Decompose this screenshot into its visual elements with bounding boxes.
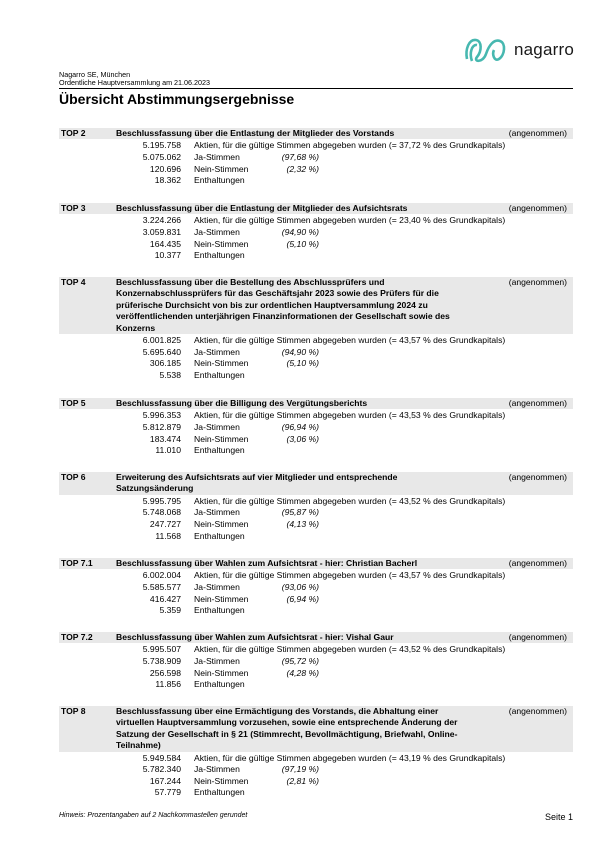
agenda-item-title: Beschlussfassung über Wahlen zum Aufsichtsrat - hier: Vishal Gaur bbox=[116, 632, 394, 642]
agenda-item-top-3 bbox=[59, 203, 573, 262]
no-votes-row: 256.598 Nein-Stimmen (4,28 %) bbox=[149, 667, 319, 678]
agenda-item-title: Beschlussfassung über die Billigung des Vergütungsberichts bbox=[116, 398, 368, 408]
abstentions-row: 10.377 Enthaltungen bbox=[154, 250, 245, 261]
header-rule bbox=[59, 88, 573, 89]
abstentions-row: 18.362 Enthaltungen bbox=[154, 175, 245, 186]
agenda-item-number: TOP 6 bbox=[61, 472, 86, 482]
agenda-item-header bbox=[59, 203, 573, 214]
agenda-item-header bbox=[59, 128, 573, 139]
valid-shares-row: 5.949.584 Aktien, für die gültige Stimmen abgegeben wurden (= 43,19 % des Grundkapitals) bbox=[142, 752, 506, 763]
agenda-item-title: Beschlussfassung über eine Ermächtigung des Vorstands, die Abhaltung einer virtuellen Hauptversammlung vorzusehen, sowie eine entsprechende Änderung der Satzung der Gesellschaft in § 21 (Stimmrecht, Bevollmächtigung, Briefwahl, Online-Teilnahme) bbox=[116, 706, 458, 751]
agenda-item-number: TOP 4 bbox=[61, 277, 86, 287]
nagarro-logo bbox=[463, 34, 574, 66]
agenda-item-title: Beschlussfassung über die Bestellung des Abschlussprüfers und Konzernabschlussprüfers für das Geschäftsjahr 2023 sowie des Prüfers für die prüferische Durchsicht von bis zur ordentlichen Hauptversammlung 2024 zu veröffentlichenden unterjährigen Finanzinformationen der Gesellschaft sowie des Konzerns bbox=[116, 277, 450, 333]
agenda-item-header bbox=[59, 472, 573, 495]
agenda-item-status: (angenommen) bbox=[508, 277, 567, 287]
yes-votes-row: 5.585.577 Ja-Stimmen (93,06 %) bbox=[142, 582, 319, 592]
yes-votes-row: 5.695.640 Ja-Stimmen (94,90 %) bbox=[142, 346, 319, 357]
agenda-item-header bbox=[59, 398, 573, 409]
page-title: Übersicht Abstimmungsergebnisse bbox=[59, 91, 295, 107]
company-line: Nagarro SE, München bbox=[59, 70, 131, 79]
brand-name: nagarro bbox=[514, 40, 574, 59]
valid-shares-row: 6.001.825 Aktien, für die gültige Stimmen abgegeben wurden (= 43,57 % des Grundkapitals) bbox=[142, 335, 506, 346]
agenda-item-top-5 bbox=[59, 398, 573, 457]
yes-votes-row: 5.738.909 Ja-Stimmen (95,72 %) bbox=[142, 656, 319, 666]
no-votes-row: 247.727 Nein-Stimmen (4,13 %) bbox=[149, 519, 319, 529]
no-votes-row: 306.185 Nein-Stimmen (5,10 %) bbox=[149, 358, 319, 369]
abstentions-row: 5.359 Enthaltungen bbox=[159, 605, 245, 616]
agenda-item-top-7-1 bbox=[59, 558, 573, 617]
yes-votes-row: 5.748.068 Ja-Stimmen (95,87 %) bbox=[142, 507, 319, 518]
agenda-item-top-2 bbox=[59, 128, 573, 187]
agenda-item-number: TOP 2 bbox=[61, 128, 86, 138]
agenda-item-status: (angenommen) bbox=[508, 128, 567, 138]
no-votes-row: 416.427 Nein-Stimmen (6,94 %) bbox=[149, 593, 319, 604]
valid-shares-row: 5.996.353 Aktien, für die gültige Stimmen abgegeben wurden (= 43,53 % des Grundkapitals) bbox=[142, 410, 506, 421]
agenda-item-status: (angenommen) bbox=[508, 558, 567, 568]
agenda-item-number: TOP 3 bbox=[61, 203, 86, 213]
valid-shares-row: 6.002.004 Aktien, für die gültige Stimmen abgegeben wurden (= 43,57 % des Grundkapitals) bbox=[142, 570, 506, 581]
meeting-line: Ordentliche Hauptversammlung am 21.06.2023 bbox=[59, 78, 211, 87]
nagarro-logo-icon bbox=[463, 35, 507, 65]
agenda-item-top-7-2 bbox=[59, 632, 573, 691]
rounding-footnote: Hinweis: Prozentangaben auf 2 Nachkommastellen gerundet bbox=[59, 812, 248, 819]
page-number: Seite 1 bbox=[544, 812, 573, 822]
agenda-item-status: (angenommen) bbox=[508, 472, 567, 482]
yes-votes-row: 5.075.062 Ja-Stimmen (97,68 %) bbox=[142, 152, 319, 162]
agenda-item-top-4 bbox=[59, 277, 573, 381]
no-votes-row: 167.244 Nein-Stimmen (2,81 %) bbox=[149, 775, 319, 786]
agenda-item-status: (angenommen) bbox=[508, 203, 567, 213]
agenda-item-title: Erweiterung des Aufsichtsrats auf vier Mitglieder und entsprechende Satzungsänderung bbox=[116, 472, 398, 494]
no-votes-row: 120.696 Nein-Stimmen (2,32 %) bbox=[149, 163, 319, 174]
agenda-item-status: (angenommen) bbox=[508, 632, 567, 642]
agenda-item-header bbox=[59, 558, 573, 569]
abstentions-row: 11.010 Enthaltungen bbox=[155, 445, 245, 456]
agenda-item-number: TOP 7.1 bbox=[61, 558, 93, 568]
agenda-item-header bbox=[59, 706, 573, 752]
abstentions-row: 11.856 Enthaltungen bbox=[155, 679, 245, 690]
agenda-item-status: (angenommen) bbox=[508, 706, 567, 716]
valid-shares-row: 3.224.266 Aktien, für die gültige Stimmen abgegeben wurden (= 23,40 % des Grundkapitals) bbox=[142, 215, 506, 226]
agenda-item-top-8 bbox=[59, 706, 573, 799]
valid-shares-row: 5.995.507 Aktien, für die gültige Stimmen abgegeben wurden (= 43,52 % des Grundkapitals) bbox=[142, 644, 506, 655]
agenda-item-header bbox=[59, 277, 573, 334]
agenda-item-top-6 bbox=[59, 472, 573, 542]
abstentions-row: 11.568 Enthaltungen bbox=[155, 530, 245, 541]
agenda-item-title: Beschlussfassung über die Entlastung der Mitglieder des Vorstands bbox=[116, 128, 395, 138]
yes-votes-row: 5.812.879 Ja-Stimmen (96,94 %) bbox=[142, 422, 319, 432]
agenda-item-status: (angenommen) bbox=[508, 398, 567, 408]
no-votes-row: 164.435 Nein-Stimmen (5,10 %) bbox=[149, 238, 319, 249]
agenda-item-title: Beschlussfassung über Wahlen zum Aufsichtsrat - hier: Christian Bacherl bbox=[116, 558, 418, 568]
valid-shares-row: 5.995.795 Aktien, für die gültige Stimmen abgegeben wurden (= 43,52 % des Grundkapitals) bbox=[142, 495, 506, 506]
valid-shares-row: 5.195.758 Aktien, für die gültige Stimmen abgegeben wurden (= 37,72 % des Grundkapitals) bbox=[142, 140, 506, 151]
agenda-item-number: TOP 5 bbox=[61, 398, 86, 408]
agenda-item-header bbox=[59, 632, 573, 643]
abstentions-row: 57.779 Enthaltungen bbox=[154, 787, 245, 798]
agenda-item-title: Beschlussfassung über die Entlastung der Mitglieder des Aufsichtsrats bbox=[116, 203, 408, 213]
abstentions-row: 5.538 Enthaltungen bbox=[159, 369, 245, 380]
agenda-item-number: TOP 8 bbox=[61, 706, 86, 716]
yes-votes-row: 5.782.340 Ja-Stimmen (97,19 %) bbox=[142, 764, 319, 775]
yes-votes-row: 3.059.831 Ja-Stimmen (94,90 %) bbox=[142, 227, 319, 237]
agenda-item-number: TOP 7.2 bbox=[61, 632, 93, 642]
no-votes-row: 183.474 Nein-Stimmen (3,06 %) bbox=[149, 433, 319, 444]
